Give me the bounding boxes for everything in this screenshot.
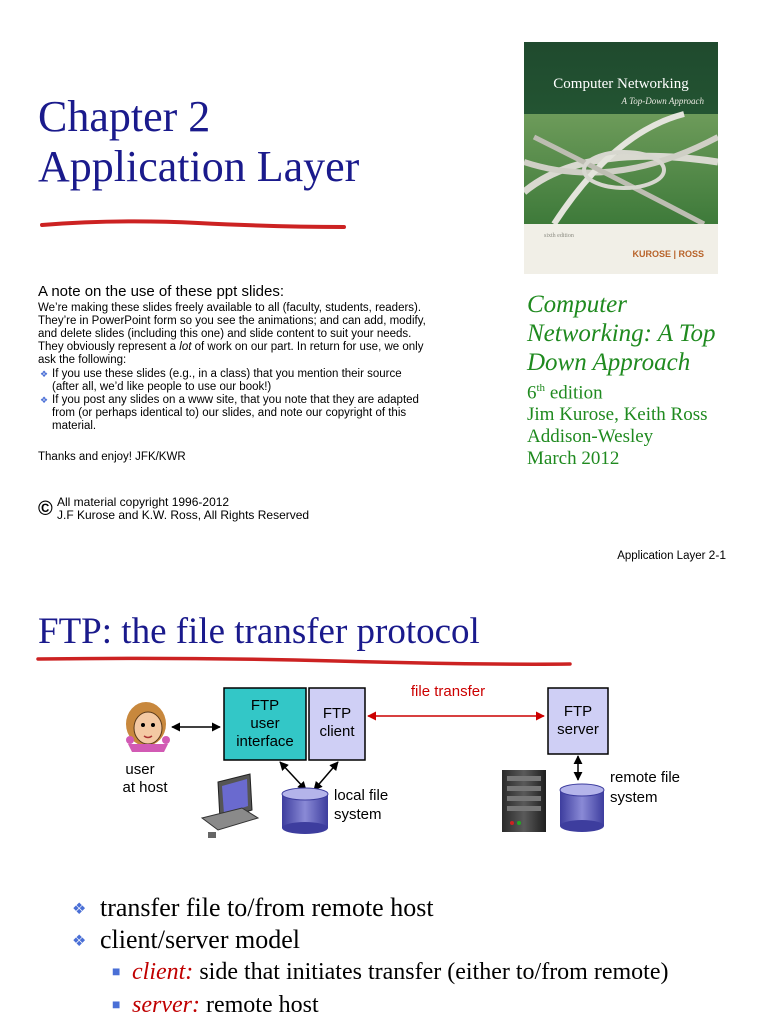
bullet-item <box>72 892 762 924</box>
bullet-item <box>72 924 762 956</box>
book-title <box>527 290 767 377</box>
ui-disk-arrow <box>280 762 306 790</box>
usage-note-line <box>38 341 478 354</box>
client-disk-arrow <box>314 762 338 790</box>
ftp-server-label: server <box>557 721 599 738</box>
usage-note-line: We’re making these slides freely available to all (faculty, students, readers). <box>38 302 422 314</box>
usage-note-heading: A note on the use of these ppt slides: <box>38 283 285 300</box>
thanks-line: Thanks and enjoy! JFK/KWR <box>38 451 186 463</box>
usage-note-line: and delete slides (including this one) and slide content to suit your needs. <box>38 328 412 340</box>
usage-note-item-line: If you post any slides on a www site, that you note that they are adapted <box>52 394 419 406</box>
title-underline-swoosh <box>38 215 348 235</box>
ftp-title-underline-swoosh <box>36 654 572 668</box>
usage-note-item-line: from (or perhaps identical to) our slides, and note our copyright of this <box>52 407 407 419</box>
ftp-client-label: client <box>319 723 355 740</box>
diamond-bullet-icon: ❖ <box>40 369 49 379</box>
footer-label: Application Layer <box>617 550 706 562</box>
ftp-client-box <box>309 688 365 760</box>
slide-footer <box>617 548 726 562</box>
cover-subtitle: A Top-Down Approach <box>621 96 704 106</box>
chapter-title <box>38 92 359 192</box>
usage-note-emphasis: lot <box>179 341 192 353</box>
cover-authors: KUROSE | ROSS <box>632 249 704 259</box>
book-authors: Jim Kurose, Keith Ross <box>527 404 708 426</box>
edition-suffix: th <box>536 382 546 394</box>
ftp-user-interface-box <box>224 688 306 760</box>
ftp-user-interface-label: user <box>250 715 280 732</box>
sub-bullet-text: remote host <box>199 992 319 1018</box>
ftp-client-label: FTP <box>322 705 352 722</box>
remote-file-system-label: system <box>610 789 658 806</box>
diamond-bullet-icon: ❖ <box>72 901 87 918</box>
usage-note-line: They’re in PowerPoint form so you see the animations; and can add, modify, <box>38 315 426 327</box>
local-file-system-label: local file <box>334 787 389 804</box>
file-transfer-label: file transfer <box>410 683 486 700</box>
copyright-icon: © <box>38 498 53 520</box>
bullet-text: transfer file to/from remote host <box>100 893 434 922</box>
usage-note-item <box>38 368 478 394</box>
ftp-user-interface-label: interface <box>236 733 294 750</box>
ftp-server-label: FTP <box>563 703 593 720</box>
book-info <box>527 290 767 470</box>
diamond-bullet-icon: ❖ <box>40 395 49 405</box>
server-rack-icon <box>502 770 546 832</box>
book-title-line: Networking: A Top <box>527 320 716 347</box>
ftp-server-box <box>548 688 608 754</box>
book-title-line: Computer <box>527 291 627 318</box>
slide-ftp <box>0 592 768 1024</box>
sub-bullet-item <box>72 956 762 989</box>
usage-note-item-line: If you use these slides (e.g., in a class) that you mention their source <box>52 368 402 380</box>
sub-bullet-text: side that initiates transfer (either to/from remote) <box>193 959 669 985</box>
usage-note <box>38 283 478 464</box>
usage-note-text: They obviously represent a <box>38 341 180 353</box>
edition-word: edition <box>545 382 603 404</box>
usage-note-list <box>38 368 478 433</box>
disk-icon <box>282 788 328 834</box>
ftp-bullet-list <box>72 892 762 1022</box>
bullet-text: client/server model <box>100 925 300 954</box>
ftp-user-interface-label: FTP <box>250 697 280 714</box>
edition-number: 6 <box>527 382 537 404</box>
sub-bullet-term: server: <box>132 992 200 1018</box>
cover-title: Computer Networking <box>553 76 689 92</box>
disk-icon <box>560 784 604 832</box>
usage-note-line: ask the following: <box>38 354 127 366</box>
book-cover-image <box>524 42 718 274</box>
chapter-title-line1: Chapter 2 <box>38 92 211 141</box>
usage-note-body <box>38 302 478 367</box>
chapter-title-line2: Application Layer <box>38 142 360 191</box>
sub-bullet-term: client: <box>132 959 194 985</box>
cover-edition: sixth edition <box>544 233 574 239</box>
usage-note-item <box>38 394 478 433</box>
person-icon <box>126 702 170 752</box>
ftp-title: FTP: the file transfer protocol <box>38 611 480 652</box>
diamond-bullet-icon: ❖ <box>72 933 87 950</box>
book-date: March 2012 <box>527 448 620 470</box>
square-bullet-icon: ■ <box>112 965 121 980</box>
copyright-line2: J.F Kurose and K.W. Ross, All Rights Reserved <box>57 508 310 522</box>
book-edition <box>527 377 767 404</box>
copyright-notice <box>38 496 368 526</box>
usage-note-item-line: material. <box>52 420 97 432</box>
usage-note-text: of work on our part. In return for use, we only <box>191 341 424 353</box>
usage-note-item-line: (after all, we’d like people to use our book!) <box>52 381 272 393</box>
book-title-line: Down Approach <box>527 349 691 376</box>
computer-icon <box>202 774 258 838</box>
user-label: user <box>125 761 155 778</box>
footer-page-number: 2-1 <box>708 548 726 562</box>
user-label: at host <box>122 779 168 796</box>
copyright-line1: All material copyright 1996-2012 <box>57 495 230 509</box>
square-bullet-icon: ■ <box>112 998 121 1013</box>
book-publisher: Addison-Wesley <box>527 426 654 448</box>
sub-bullet-item <box>72 989 762 1022</box>
local-file-system-label: system <box>334 806 382 823</box>
remote-file-system-label: remote file <box>610 769 681 786</box>
